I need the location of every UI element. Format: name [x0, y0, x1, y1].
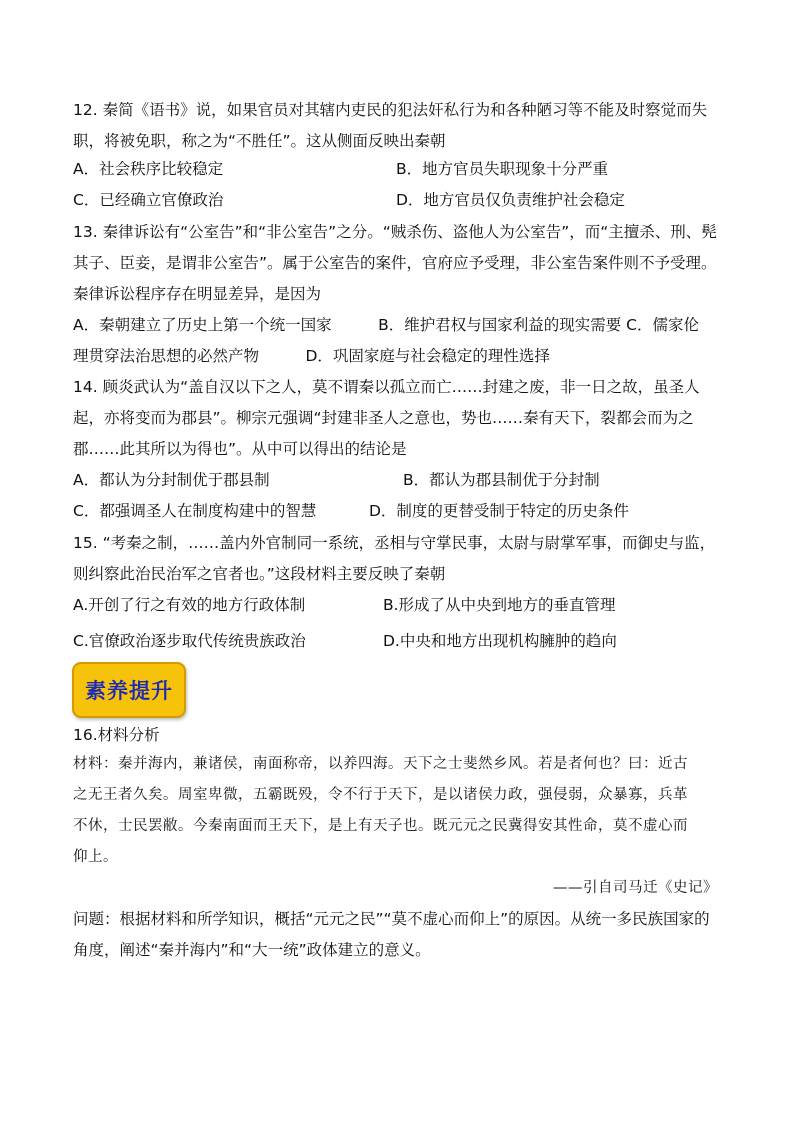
q13-options-line2: 理贯穿法治思想的必然产物 D．巩固家庭与社会稳定的理性选择 — [73, 347, 550, 365]
q14-stem-line3: 郡……此其所以为得也”。从中可以得出的结论是 — [73, 440, 407, 458]
q14-option-a: A．都认为分封制优于郡县制 — [73, 471, 270, 489]
q16-material-line3: 不休，士民罢敝。今秦南面而王天下，是上有天子也。既元元之民冀得安其性命，莫不虚心而 — [73, 818, 688, 834]
q12-stem-line1: 12. 秦简《语书》说，如果官员对其辖内吏民的犯法奸私行为和各种陋习等不能及时察觉而失 — [73, 101, 708, 119]
q12-option-a: A．社会秩序比较稳定 — [73, 160, 224, 178]
q15-option-d: D.中央和地方出现机构臃肿的趋向 — [383, 632, 617, 650]
q14-stem-line1: 14. 顾炎武认为“盖自汉以下之人，莫不谓秦以孤立而亡……封建之废，非一日之故，虽圣人 — [73, 378, 700, 396]
q16-material-line4: 仰上。 — [73, 849, 118, 865]
q14-stem-line2: 起，亦将变而为郡县”。柳宗元强调“封建非圣人之意也，势也……秦有天下，裂都会而为之 — [73, 409, 694, 427]
q15-stem-line1: 15. “考秦之制，……盖内外官制同一系统，丞相与守掌民事，太尉与尉掌军事，而御史与监， — [73, 534, 716, 552]
q13-stem-line3: 秦律诉讼程序存在明显差异，是因为 — [73, 285, 322, 303]
q12-stem-line2: 职，将被免职，称之为“不胜任”。这从侧面反映出秦朝 — [73, 132, 446, 150]
q16-material-line1: 材料：秦并海内，兼诸侯，南面称帝，以养四海。天下之士斐然乡风。若是者何也？曰：近古 — [73, 756, 688, 772]
q13-stem-line2: 其子、臣妾，是谓非公室告”。属于公室告的案件，官府应予受理，非公室告案件则不予受理。 — [73, 254, 717, 272]
q16-source: ——引自司马迁《史记》 — [553, 880, 718, 896]
q16-question-line1: 问题：根据材料和所学知识，概括“元元之民”“莫不虚心而仰上”的原因。从统一多民族国家的 — [73, 910, 710, 928]
q14-option-b: B．都认为郡县制优于分封制 — [403, 471, 600, 489]
q15-option-a: A.开创了行之有效的地方行政体制 — [73, 596, 306, 614]
q16-material-line2: 之无王者久矣。周室卑微，五霸既殁，令不行于天下，是以诸侯力政，强侵弱，众暴寡，兵革 — [73, 787, 688, 803]
q15-stem-line2: 则纠察此治民治军之官者也。”这段材料主要反映了秦朝 — [73, 565, 446, 583]
q16-question-line2: 角度，阐述“秦并海内”和“大一统”政体建立的意义。 — [73, 941, 431, 959]
q13-options-line1: A．秦朝建立了历史上第一个统一国家 B．维护君权与国家利益的现实需要 C．儒家伦 — [73, 316, 699, 334]
q13-stem-line1: 13. 秦律诉讼有“公室告”和“非公室告”之分。“贼杀伤、盗他人为公室告”，而“主擅杀、刑、髡 — [73, 223, 717, 241]
q16-title: 16.材料分析 — [73, 726, 160, 744]
section-badge: 素养提升 — [72, 662, 186, 718]
q12-option-d: D．地方官员仅负责维护社会稳定 — [396, 191, 625, 209]
q14-option-d: D．制度的更替受制于特定的历史条件 — [369, 502, 629, 520]
q15-option-b: B.形成了从中央到地方的垂直管理 — [383, 596, 616, 614]
q15-option-c: C.官僚政治逐步取代传统贵族政治 — [73, 632, 306, 650]
q14-option-c: C．都强调圣人在制度构建中的智慧 — [73, 502, 317, 520]
q12-option-c: C．已经确立官僚政治 — [73, 191, 224, 209]
q12-option-b: B．地方官员失职现象十分严重 — [396, 160, 609, 178]
